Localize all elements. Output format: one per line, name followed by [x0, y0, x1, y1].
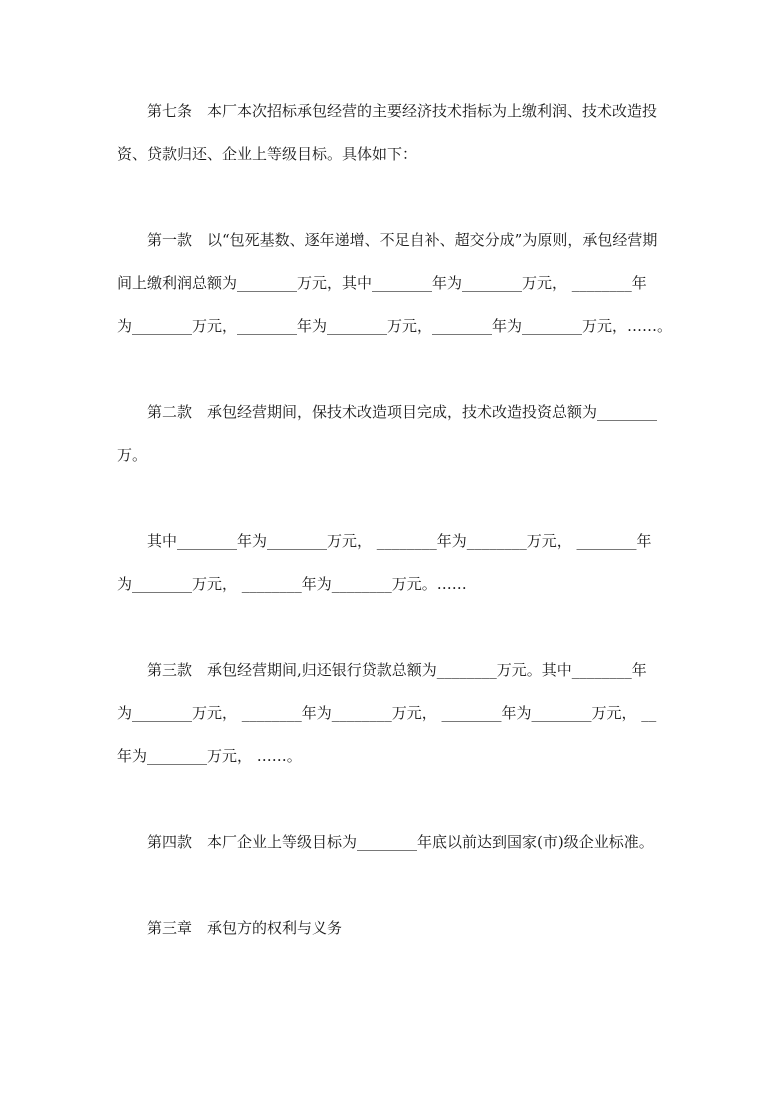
document-line: 资、贷款归还、企业上等级目标。具体如下：	[117, 145, 418, 163]
document-line: 第四款 本厂企业上等级目标为________年底以前达到国家(市)级企业标准。	[147, 833, 654, 851]
paragraph-clause-2-tech-investment	[117, 391, 663, 477]
paragraph-chapter-3-heading	[117, 907, 663, 950]
document-line: 第三章 承包方的权利与义务	[147, 919, 343, 937]
paragraph-article-7-intro	[117, 90, 663, 176]
paragraph-clause-4-enterprise-grade	[117, 821, 663, 864]
paragraph-clause-3-loan-repayment	[117, 649, 663, 778]
paragraph-clause-2-yearly-breakdown	[117, 520, 663, 606]
document-line: 年为________万元， ……。	[117, 747, 302, 765]
paragraph-clause-1-profit	[117, 219, 673, 348]
document-line: 第一款 以“包死基数、逐年递增、不足自补、超交分成”为原则，承包经营期	[147, 231, 658, 249]
document-line: 其中________年为________万元， ________年为________万元， ________年	[147, 532, 652, 550]
document-body	[117, 90, 673, 993]
document-line: 为________万元， ________年为________万元。……	[117, 575, 467, 593]
document-line: 万。	[117, 446, 148, 464]
document-line: 第七条 本厂本次招标承包经营的主要经济技术指标为上缴利润、技术改造投	[147, 102, 658, 120]
document-line: 间上缴利润总额为________万元，其中________年为________万元， ________年	[117, 274, 647, 292]
document-line: 为________万元，________年为________万元，________年为________万元，……。	[117, 317, 673, 335]
document-line: 第三款 承包经营期间,归还银行贷款总额为________万元。其中________年	[147, 661, 647, 679]
document-line: 第二款 承包经营期间，保技术改造项目完成，技术改造投资总额为________	[147, 403, 658, 421]
document-line: 为________万元， ________年为________万元， ________年为________万元， __	[117, 704, 657, 722]
